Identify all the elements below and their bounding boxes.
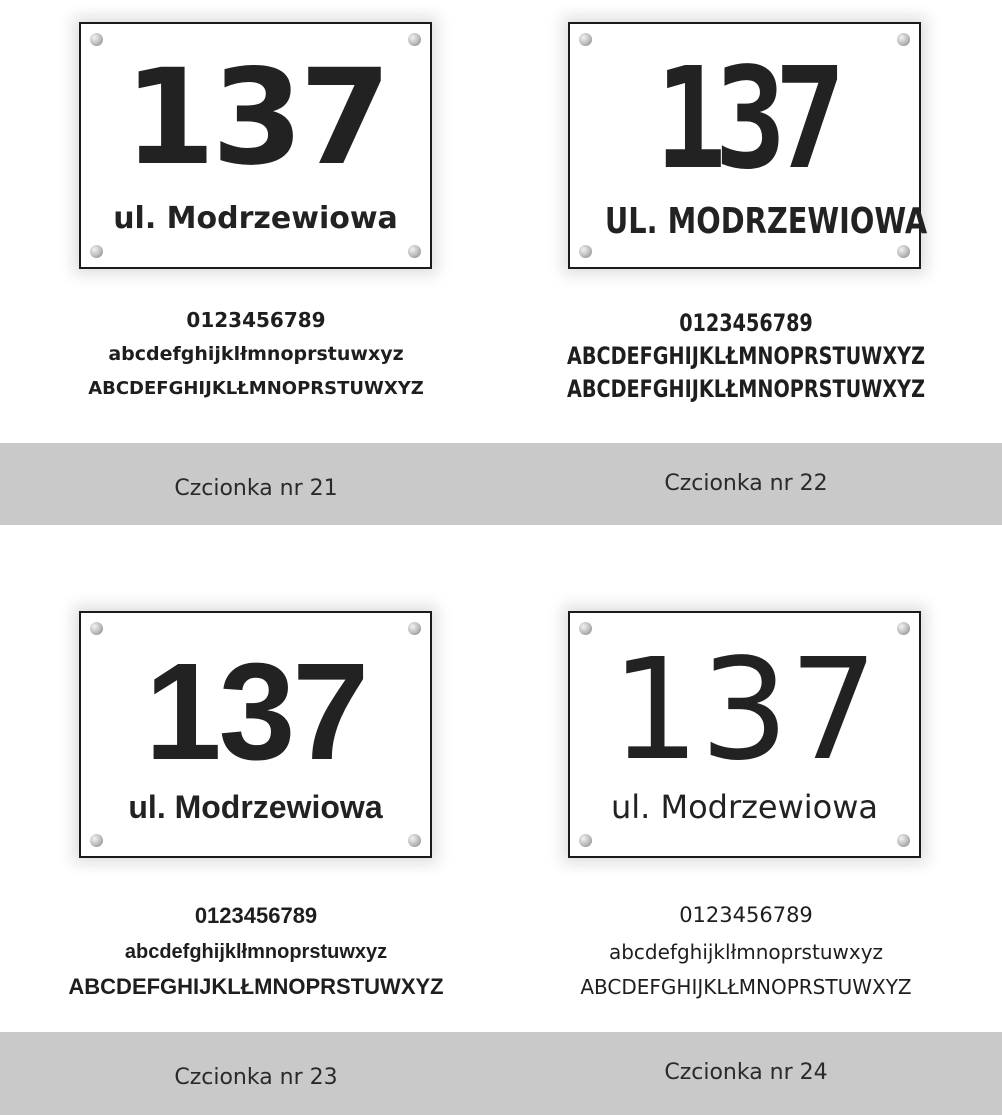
caption-font-21: Czcionka nr 21 <box>174 476 338 501</box>
sample-uppercase: ABCDEFGHIJKLŁMNOPRSTUWXYZ <box>567 375 925 403</box>
street-name: ul. Modrzewiowa <box>113 201 398 236</box>
street-name: UL. MODRZEWIOWA <box>604 201 928 242</box>
caption-font-22: Czcionka nr 22 <box>664 471 828 496</box>
house-number: 137 <box>144 635 367 789</box>
screw-icon <box>579 245 592 258</box>
plate-font-22 <box>568 22 928 269</box>
screw-icon <box>408 622 421 635</box>
house-number: 137 <box>610 629 879 792</box>
screw-icon <box>897 245 910 258</box>
caption-font-24: Czcionka nr 24 <box>664 1060 828 1085</box>
screw-icon <box>579 33 592 46</box>
screw-icon <box>90 622 103 635</box>
plate-font-24 <box>568 611 921 858</box>
screw-icon <box>408 834 421 847</box>
screw-icon <box>897 834 910 847</box>
street-name: ul. Modrzewiowa <box>610 788 879 826</box>
sample-uppercase: ABCDEFGHIJKLŁMNOPRSTUWXYZ <box>68 974 444 999</box>
street-name: ul. Modrzewiowa <box>128 789 383 825</box>
sample-uppercase: ABCDEFGHIJKLŁMNOPRSTUWXYZ <box>567 342 925 370</box>
screw-icon <box>408 33 421 46</box>
screw-icon <box>90 33 103 46</box>
house-number: 137 <box>123 41 388 195</box>
screw-icon <box>408 245 421 258</box>
sample-lowercase: abcdefghijklłmnoprstuwxyz <box>108 343 404 365</box>
sample-lowercase: abcdefghijklłmnoprstuwxyz <box>124 941 388 963</box>
screw-icon <box>90 834 103 847</box>
sample-uppercase: ABCDEFGHIJKLŁMNOPRSTUWXYZ <box>580 975 912 999</box>
screw-icon <box>579 834 592 847</box>
screw-icon <box>579 622 592 635</box>
caption-font-23: Czcionka nr 23 <box>174 1065 338 1090</box>
plate-font-21 <box>79 22 432 269</box>
screw-icon <box>90 245 103 258</box>
sample-digits: 0123456789 <box>679 903 813 927</box>
plate-font-23 <box>79 611 432 858</box>
house-number: 137 <box>654 38 835 201</box>
sample-digits: 0123456789 <box>679 309 813 337</box>
screw-icon <box>897 622 910 635</box>
sample-digits: 0123456789 <box>194 903 318 928</box>
screw-icon <box>897 33 910 46</box>
sample-uppercase: ABCDEFGHIJKLŁMNOPRSTUWXYZ <box>88 378 424 399</box>
sample-lowercase: abcdefghijklłmnoprstuwxyz <box>608 940 884 964</box>
sample-digits: 0123456789 <box>186 308 326 332</box>
